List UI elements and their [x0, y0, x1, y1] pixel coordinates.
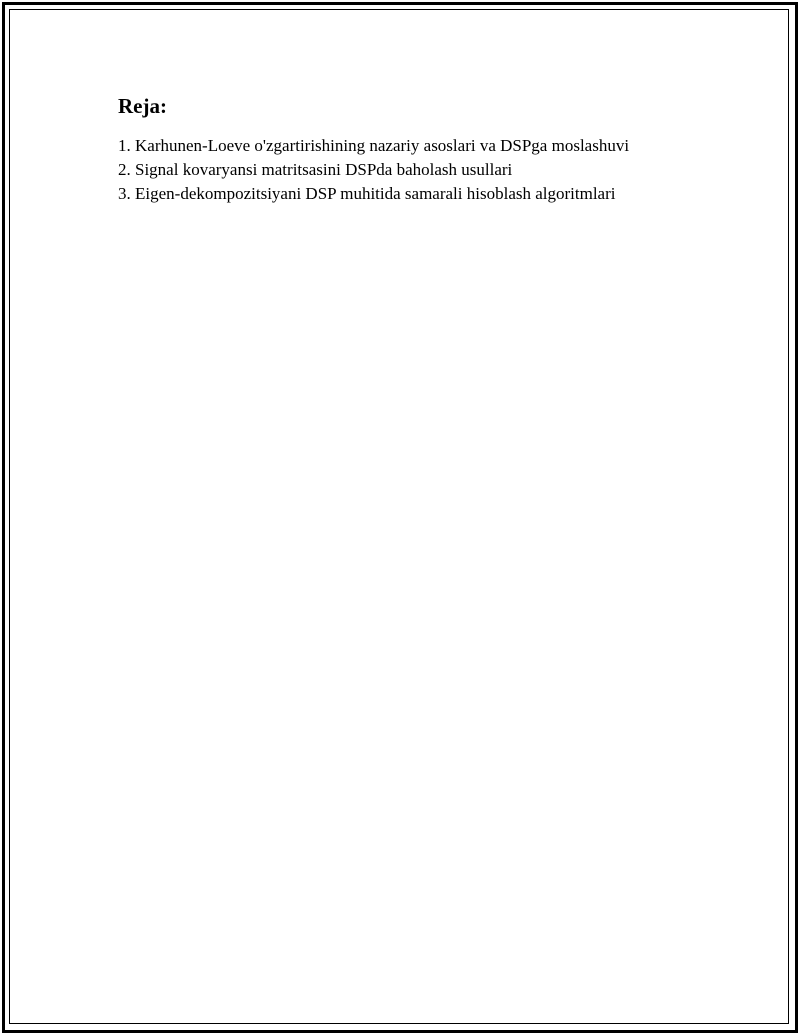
plan-item-2: 2. Signal kovaryansi matritsasini DSPda baholash usullari [118, 160, 513, 179]
plan-item-3: 3. Eigen-dekompozitsiyani DSP muhitida samarali hisoblash algoritmlari [118, 184, 616, 203]
plan-heading: Reja: [118, 94, 167, 118]
plan-item-1: 1. Karhunen-Loeve o'zgartirishining nazariy asoslari va DSPga moslashuvi [118, 136, 630, 155]
plan-list [118, 134, 738, 206]
document-page [118, 94, 738, 206]
